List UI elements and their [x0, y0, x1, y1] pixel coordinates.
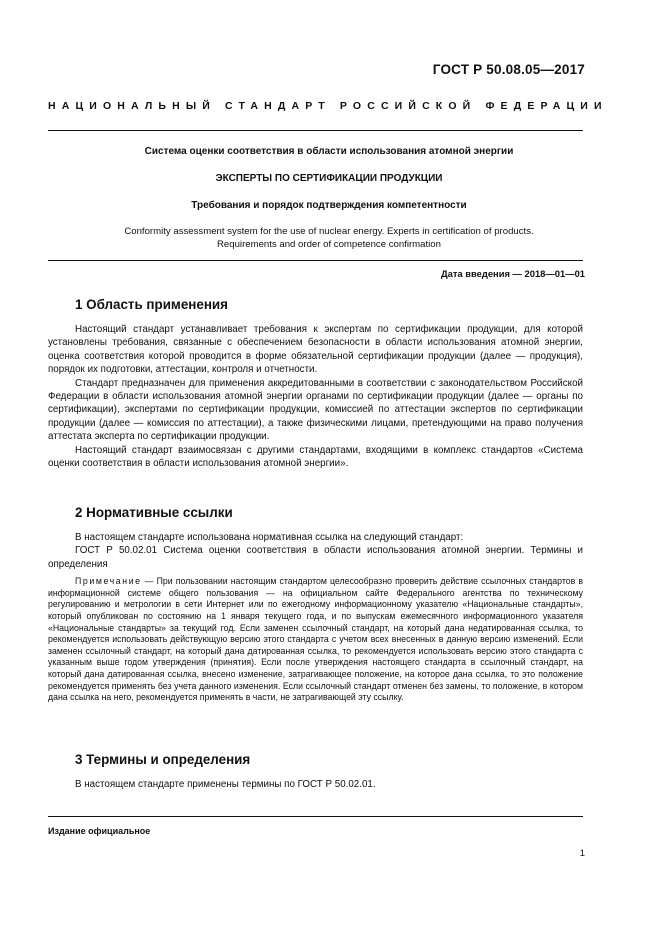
page-number: 1: [579, 848, 585, 859]
paragraph: В настоящем стандарте применены термины по ГОСТ Р 50.02.01.: [75, 779, 376, 790]
top-divider: [48, 130, 583, 131]
paragraph: Стандарт предназначен для применения аккредитованными в соответствии с законодательством Российской Федерации в области использования атомной энергии органами по сертификации продукции (далее — органы по сертификации), экспертами по сертификации продукции, комиссией по аттестации экспертов по сертификации продукции (далее — комиссия по аттестации), а также физическими лицами, претендующими на право получения аттестата эксперта по сертификации продукции.: [48, 377, 583, 443]
title-english-line2: Requirements and order of competence confirmation: [217, 239, 441, 250]
note-text: — При пользовании настоящим стандартом целесообразно проверить действие ссылочных стандартов в информационной системе общего пользования — на официальном сайте Федерального агентства по техническому регулированию и метрологии в сети Интернет или по ежегодному информационному указателю «Национальные стандарты», который опубликован по состоянию на 1 января текущего года, и по выпускам ежемесячного информационного указателя «Национальные стандарты» за текущий год. Если заменен ссылочный стандарт, на который дана недатированная ссылка, то рекомендуется использовать действующую версию этого стандарта с учетом всех внесенных в данную версию изменений. Если заменен ссылочный стандарт, на который дана датированная ссылка, то рекомендуется использовать версию этого стандарта с указанным выше годом утверждения (принятия). Если после утверждения настоящего стандарта в ссылочный стандарт, на который дана датированная ссылка, внесено изменение, затрагивающее положение, на которое дана ссылка, то это положение рекомендуется применять без учета данного изменения. Если ссылочный стандарт отменен без замены, то положение, в котором дана ссылка на него, рекомендуется применять в части, не затрагивающей эту ссылку.: [48, 576, 583, 703]
note: [48, 576, 583, 704]
reference-entry: ГОСТ Р 50.02.01 Система оценки соответствия в области использования атомной энергии. Термины и определения: [48, 545, 583, 570]
section-scope: [48, 297, 583, 470]
effective-date: Дата введения — 2018—01—01: [440, 268, 585, 279]
paragraph: В настоящем стандарте использована нормативная ссылка на следующий стандарт:: [75, 532, 464, 543]
note-label: Примечание: [75, 576, 142, 587]
title-subtitle: Требования и порядок подтверждения компетентности: [191, 200, 467, 211]
title-divider: [48, 260, 583, 261]
footer-divider: [48, 816, 583, 817]
title-system: Система оценки соответствия в области использования атомной энергии: [144, 146, 514, 157]
section-heading-1: 1 Область применения: [75, 297, 228, 312]
paragraph: Настоящий стандарт устанавливает требования к экспертам по сертификации продукции, для которой установлены требования, связанные с обеспечением безопасности в области использования атомной энергии, оценка соответствия которой проводится в форме обязательной сертификации продукции (далее — продукция), порядок их подготовки, аттестации, контроля и отчетности.: [48, 324, 583, 376]
edition-label: Издание официальное: [48, 826, 151, 836]
title-english: [48, 225, 610, 251]
national-standard-banner: НАЦИОНАЛЬНЫЙ СТАНДАРТ РОССИЙСКОЙ ФЕДЕРАЦИИ: [48, 100, 608, 112]
section-heading-2: 2 Нормативные ссылки: [75, 505, 233, 520]
title-main: ЭКСПЕРТЫ ПО СЕРТИФИКАЦИИ ПРОДУКЦИИ: [215, 173, 443, 184]
title-english-line1: Conformity assessment system for the use of nuclear energy. Experts in certification of products.: [124, 226, 534, 237]
section-heading-3: 3 Термины и определения: [75, 752, 251, 767]
paragraph: Настоящий стандарт взаимосвязан с другими стандартами, входящими в комплекс стандартов «Система оценки соответствия в области использования атомной энергии».: [48, 444, 583, 470]
section-normative-references: [48, 505, 583, 704]
section-terms: [48, 752, 583, 791]
standard-number: ГОСТ Р 50.08.05—2017: [432, 62, 585, 77]
